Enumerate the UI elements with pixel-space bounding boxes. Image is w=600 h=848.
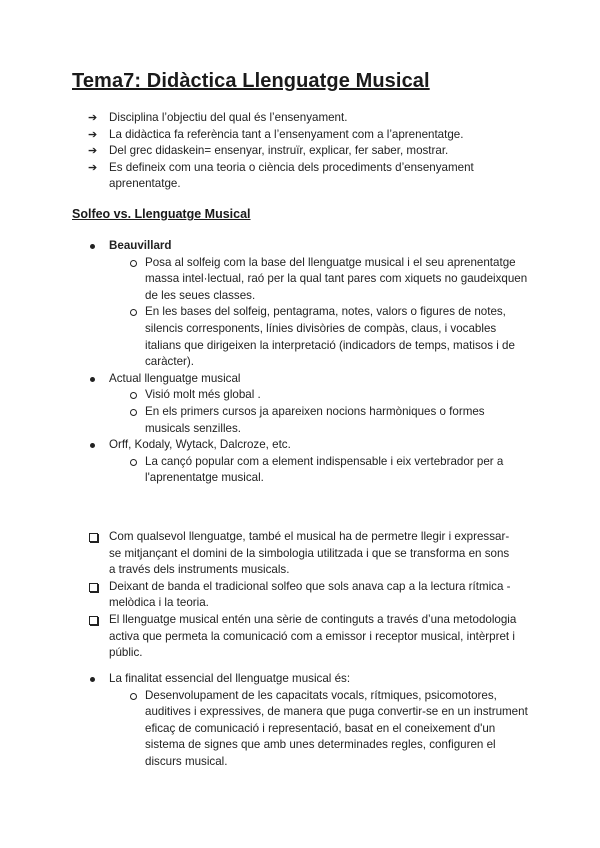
sub-list-item: Desenvolupament de les capacitats vocals, rítmiques, psicomotores, auditives i expressives, de manera que puga convertir-se en un instrument eficaç de comunicació i representació, basat en el coneixement d'un sistema de signes que amb unes determinades regles, configuren el discurs musical. <box>109 688 528 771</box>
circle-bullet-icon <box>130 459 137 466</box>
intro-list <box>88 110 508 193</box>
bullet-icon <box>90 443 95 448</box>
bullet-icon <box>90 377 95 382</box>
sub-list <box>109 387 528 437</box>
sub-list-item: Posa al solfeig com la base del llenguatge musical i el seu aprenentatge massa intel·lectual, raó per la qual tant pares com xiquets no gaudeixquen de les seues classes. <box>109 255 528 305</box>
circle-bullet-icon <box>130 409 137 416</box>
section-heading: Solfeo vs. Llenguatge Musical <box>72 207 251 221</box>
sub-list <box>109 454 528 487</box>
final-list <box>88 671 528 771</box>
circle-bullet-icon <box>130 309 137 316</box>
list-item: El llenguatge musical entén una sèrie de continguts a través d’una metodologia activa que permeta la comunicació com a emissor i receptor musical, intèrpret i públic. <box>88 612 518 662</box>
list-item: Actual llenguatge musical Visió molt més global . En els primers cursos ja apareixen nocions harmòniques o formes musicals senzilles. <box>88 371 528 437</box>
page-title: Tema7: Didàctica Llenguatge Musical <box>72 70 430 92</box>
list-item: ➔ Del grec didaskein= ensenyar, instruïr, explicar, fer saber, mostrar. <box>88 143 508 160</box>
sub-list-item: La cançó popular com a element indispensable i eix vertebrador per a l'aprenentatge musical. <box>109 454 528 487</box>
checkbox-icon <box>89 533 98 542</box>
sub-list-item: En els primers cursos ja apareixen nocions harmòniques o formes musicals senzilles. <box>109 404 528 437</box>
circle-bullet-icon <box>130 260 137 267</box>
arrow-right-icon: ➔ <box>88 112 98 124</box>
circle-bullet-icon <box>130 392 137 399</box>
list-item: Orff, Kodaly, Wytack, Dalcroze, etc. La cançó popular com a element indispensable i eix vertebrador per a l'aprenentatge musical. <box>88 437 528 487</box>
checkbox-list <box>88 529 518 662</box>
sub-list <box>109 688 528 771</box>
arrow-right-icon: ➔ <box>88 128 98 141</box>
sub-list-item: Visió molt més global . <box>109 387 528 404</box>
list-item: Beauvillard Posa al solfeig com la base del llenguatge musical i el seu aprenentatge massa intel·lectual, raó per la qual tant pares com xiquets no gaudeixquen de les seues classes. En les bases del solfeig, pentagrama, notes, valors o figures de notes, silencis corresponents, línies divisòries de compàs, claus, i vocables italians que dirigeixen la interpretació (indicadors de temps, matisos i de caràcter). <box>88 238 528 371</box>
arrow-right-icon: ➔ <box>88 161 98 174</box>
comparison-list <box>88 238 528 487</box>
checkbox-icon <box>89 583 98 592</box>
list-item: ➔ La didàctica fa referència tant a l’ensenyament com a l’aprenentatge. <box>88 127 508 144</box>
list-item: Deixant de banda el tradicional solfeo que sols anava cap a la lectura rítmica - melòdica i la teoria. <box>88 579 518 612</box>
arrow-right-icon: ➔ <box>88 145 98 158</box>
list-item: ➔ Es defineix com una teoria o ciència dels procediments d’ensenyament aprenentatge. <box>88 160 474 191</box>
checkbox-icon <box>89 616 98 625</box>
list-item: ➔ Disciplina l’objectiu del qual és l’ensenyament. <box>88 110 508 127</box>
circle-bullet-icon <box>130 693 137 700</box>
bullet-icon <box>90 677 95 682</box>
sub-list-item: En les bases del solfeig, pentagrama, notes, valors o figures de notes, silencis corresponents, línies divisòries de compàs, claus, i vocables italians que dirigeixen la interpretació (indicadors de temps, matisos i de caràcter). <box>109 304 528 370</box>
list-item: Com qualsevol llenguatge, també el musical ha de permetre llegir i expressar-se mitjançant el domini de la simbologia utilitzada i que se transforma en sons a través dels instruments musicals. <box>88 529 518 579</box>
list-item: La finalitat essencial del llenguatge musical és: Desenvolupament de les capacitats vocals, rítmiques, psicomotores, auditives i expressives, de manera que puga convertir-se en un instrument eficaç de comunicació i representació, basat en el coneixement d'un sistema de signes que amb unes determinades regles, configuren el discurs musical. <box>88 671 528 771</box>
bullet-icon <box>90 244 95 249</box>
sub-list <box>109 255 528 371</box>
